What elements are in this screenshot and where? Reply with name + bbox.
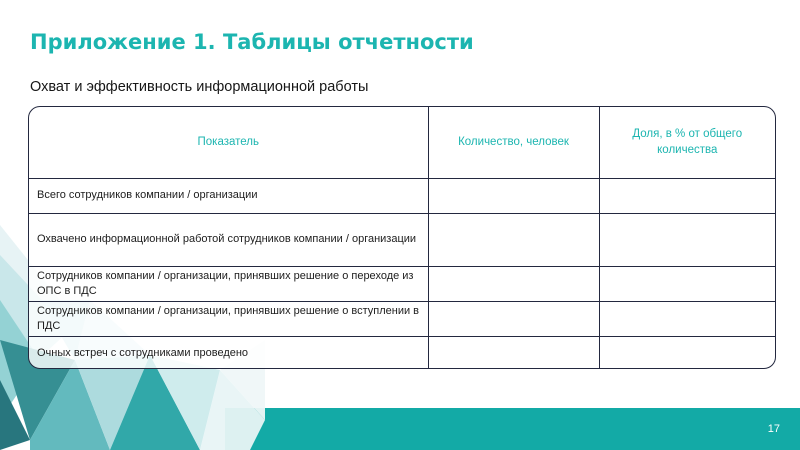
report-table [28, 106, 776, 369]
table-row [29, 266, 775, 301]
page-number: 17 [767, 423, 780, 435]
table-row [29, 301, 775, 336]
indicator-cell: Очных встреч с сотрудниками проведено [29, 336, 428, 369]
indicator-cell: Сотрудников компании / организации, принявших решение о переходе из ОПС в ПДС [29, 266, 428, 301]
share-cell[interactable] [599, 178, 775, 213]
indicator-cell: Сотрудников компании / организации, принявших решение о вступлении в ПДС [29, 301, 428, 336]
section-subtitle: Охват и эффективность информационной работы [30, 79, 369, 95]
count-cell[interactable] [428, 336, 599, 369]
count-cell[interactable] [428, 266, 599, 301]
share-cell[interactable] [599, 301, 775, 336]
table-row [29, 213, 775, 266]
table-header-row [29, 107, 775, 178]
count-cell[interactable] [428, 178, 599, 213]
column-header-indicator: Показатель [29, 107, 428, 178]
count-cell[interactable] [428, 301, 599, 336]
share-cell[interactable] [599, 213, 775, 266]
column-header-share: Доля, в % от общего количества [599, 107, 775, 178]
footer-band [225, 408, 800, 450]
count-cell[interactable] [428, 213, 599, 266]
share-cell[interactable] [599, 336, 775, 369]
indicator-cell: Всего сотрудников компании / организации [29, 178, 428, 213]
column-header-count: Количество, человек [428, 107, 599, 178]
indicator-cell: Охвачено информационной работой сотрудников компании / организации [29, 213, 428, 266]
table-row [29, 178, 775, 213]
page-title: Приложение 1. Таблицы отчетности [30, 30, 474, 54]
share-cell[interactable] [599, 266, 775, 301]
table-row [29, 336, 775, 369]
